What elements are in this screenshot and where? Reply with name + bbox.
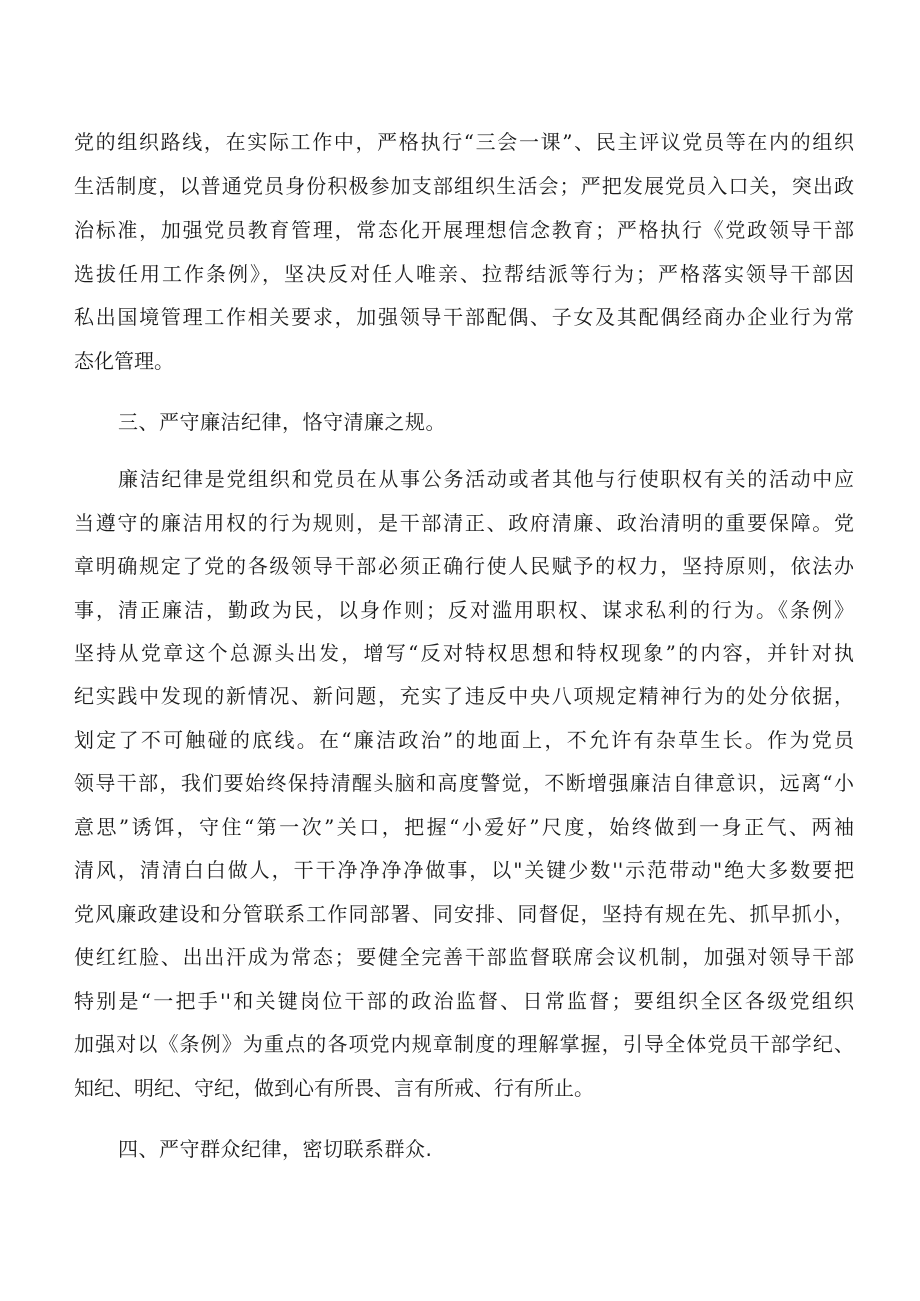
text-line: 党风廉政建设和分管联系工作同部署、同安排、同督促，坚持有规在先、抓早抓小， <box>74 902 854 926</box>
text-line: 廉洁纪律是党组织和党员在从事公务活动或者其他与行使职权有关的活动中应 <box>118 467 854 491</box>
text-line: 加强对以《条例》为重点的各项党内规章制度的理解掌握，引导全体党员干部学纪、 <box>74 1032 854 1056</box>
text-line: 清风，清清白白做人，干干净净净净做事，以"关键少数''示范带动"绝大多数要把 <box>74 858 854 882</box>
text-line: 纪实践中发现的新情况、新问题，充实了违反中央八项规定精神行为的处分依据， <box>74 684 854 708</box>
section-heading-integrity-discipline: 三、严守廉洁纪律，恪守清廉之规。 <box>118 410 446 434</box>
text-line: 选拔任用工作条例》，坚决反对任人唯亲、拉帮结派等行为；严格落实领导干部因 <box>74 262 854 286</box>
text-line: 划定了不可触碰的底线。在“廉洁政治”的地面上，不允许有杂草生长。作为党员 <box>74 728 854 752</box>
text-line: 坚持从党章这个总源头出发，增写“反对特权思想和特权现象”的内容，并针对执 <box>74 641 854 665</box>
text-line: 知纪、明纪、守纪，做到心有所畏、言有所戒、行有所止。 <box>74 1076 594 1100</box>
text-line: 态化管理。 <box>74 349 174 373</box>
text-line: 领导干部，我们要始终保持清醒头脑和高度警觉，不断增强廉洁自律意识，远离“小 <box>74 771 854 795</box>
text-line: 当遵守的廉洁用权的行为规则，是干部清正、政府清廉、政治清明的重要保障。党 <box>74 511 854 535</box>
text-line: 意思”诱饵，守住“第一次”关口，把握“小爱好”尺度，始终做到一身正气、两袖 <box>74 815 854 839</box>
text-line: 生活制度，以普通党员身份积极参加支部组织生活会；严把发展党员入口关，突出政 <box>74 174 854 198</box>
text-line: 使红红脸、出出汗成为常态；要健全完善干部监督联席会议机制，加强对领导干部 <box>74 945 854 969</box>
text-line: 私出国境管理工作相关要求，加强领导干部配偶、子女及其配偶经商办企业行为常 <box>74 305 854 329</box>
text-line: 治标准，加强党员教育管理，常态化开展理想信念教育；严格执行《党政领导干部 <box>74 218 854 242</box>
section-heading-mass-discipline: 四、严守群众纪律，密切联系群众. <box>118 1137 433 1161</box>
text-line: 党的组织路线，在实际工作中，严格执行“三会一课”、民主评议党员等在内的组织 <box>74 130 854 154</box>
text-line: 特别是“一把手''和关键岗位干部的政治监督、日常监督；要组织全区各级党组织 <box>74 989 854 1013</box>
text-line: 章明确规定了党的各级领导干部必须正确行使人民赋予的权力，坚持原则，依法办 <box>74 554 854 578</box>
text-line: 事，清正廉洁，勤政为民，以身作则；反对滥用职权、谋求私利的行为。《条例》 <box>74 598 854 622</box>
